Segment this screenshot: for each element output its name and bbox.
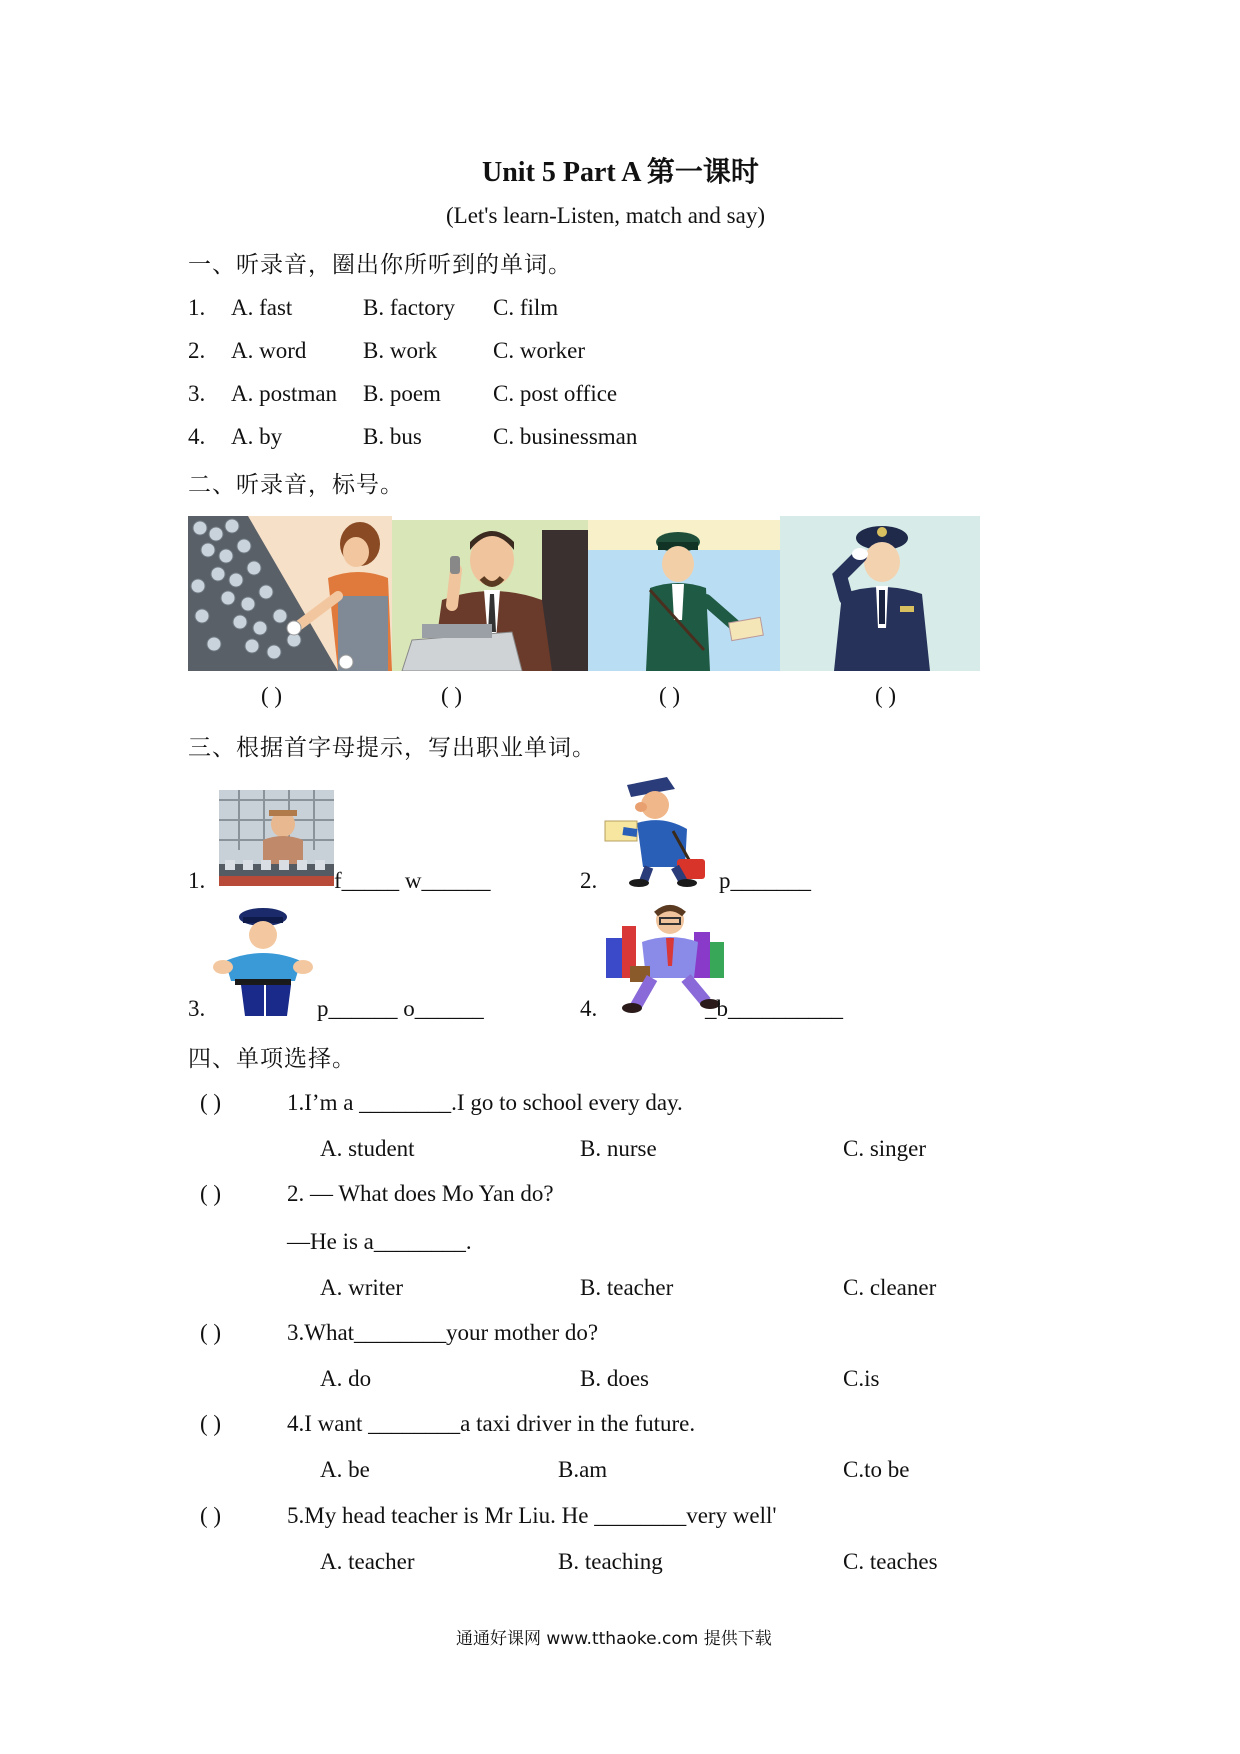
businessman-picture bbox=[392, 520, 588, 671]
s3-item1-num: 1. bbox=[188, 868, 206, 893]
s3-item1-hint[interactable]: f_____ w______ bbox=[334, 868, 491, 893]
s1-row2-a: A. word bbox=[231, 338, 307, 363]
s1-row1-b: B. factory bbox=[363, 295, 455, 320]
s1-row4-c: C. businessman bbox=[493, 424, 638, 449]
s1-row2-num: 2. bbox=[188, 338, 206, 363]
q5-option-b: B. teaching bbox=[558, 1549, 663, 1574]
postman-small-picture bbox=[597, 771, 717, 887]
s1-row4-b: B. bus bbox=[363, 424, 422, 449]
section4-heading: 四、单项选择。 bbox=[188, 1046, 356, 1072]
s1-row1-a: A. fast bbox=[231, 295, 293, 320]
q4-option-b: B.am bbox=[558, 1457, 608, 1482]
q5-text: 5.My head teacher is Mr Liu. He ________very well' bbox=[287, 1503, 777, 1528]
q3-text: 3.What________your mother do? bbox=[287, 1320, 599, 1345]
q2-text: 2. — What does Mo Yan do? bbox=[287, 1181, 554, 1206]
s2-bracket-2[interactable]: ( ) bbox=[441, 683, 463, 708]
s3-item2-hint[interactable]: p_______ bbox=[719, 868, 811, 893]
section1-heading: 一、听录音，圈出你所听到的单词。 bbox=[188, 252, 572, 278]
page-title: Unit 5 Part A 第一课时 bbox=[482, 157, 759, 188]
s1-row2-b: B. work bbox=[363, 338, 438, 363]
q3-option-b: B. does bbox=[580, 1366, 649, 1391]
section3-heading: 三、根据首字母提示，写出职业单词。 bbox=[188, 735, 596, 761]
s1-row3-c: C. post office bbox=[493, 381, 618, 406]
s1-row1-num: 1. bbox=[188, 295, 206, 320]
s1-row1-c: C. film bbox=[493, 295, 559, 320]
s1-row3-a: A. postman bbox=[231, 381, 338, 406]
q3-option-a: A. do bbox=[320, 1366, 372, 1391]
factory-worker-picture bbox=[188, 516, 392, 671]
postman-picture bbox=[588, 520, 780, 671]
q1-answer-paren[interactable]: ( ) bbox=[200, 1090, 222, 1115]
s2-bracket-3[interactable]: ( ) bbox=[659, 683, 681, 708]
q2-answer-paren[interactable]: ( ) bbox=[200, 1181, 222, 1206]
footer-text: 通通好课网 www.tthaoke.com 提供下载 bbox=[456, 1629, 772, 1649]
s3-item3-hint[interactable]: p______ o______ bbox=[317, 996, 484, 1021]
s1-row4-num: 4. bbox=[188, 424, 206, 449]
s1-row3-num: 3. bbox=[188, 381, 206, 406]
q4-option-a: A. be bbox=[320, 1457, 370, 1482]
q5-option-a: A. teacher bbox=[320, 1549, 415, 1574]
page-subtitle: (Let's learn-Listen, match and say) bbox=[446, 203, 765, 228]
q3-answer-paren[interactable]: ( ) bbox=[200, 1320, 222, 1345]
s2-bracket-1[interactable]: ( ) bbox=[261, 683, 283, 708]
factory-worker-small-picture bbox=[219, 790, 334, 886]
q4-option-c: C.to be bbox=[843, 1457, 910, 1482]
police-officer-picture bbox=[780, 516, 980, 671]
q1-text: 1.I’m a ________.I go to school every day. bbox=[287, 1090, 683, 1115]
police-officer-small-picture bbox=[205, 905, 319, 1016]
s3-item4-hint[interactable]: _b__________ bbox=[705, 996, 843, 1021]
q2-text-line2: —He is a________. bbox=[287, 1229, 472, 1254]
s1-row2-c: C. worker bbox=[493, 338, 585, 363]
q2-option-c: C. cleaner bbox=[843, 1275, 937, 1300]
section2-heading: 二、听录音，标号。 bbox=[188, 472, 404, 498]
q5-answer-paren[interactable]: ( ) bbox=[200, 1503, 222, 1528]
q3-option-c: C.is bbox=[843, 1366, 880, 1391]
q4-answer-paren[interactable]: ( ) bbox=[200, 1411, 222, 1436]
s3-item4-num: 4. bbox=[580, 996, 598, 1021]
q1-option-b: B. nurse bbox=[580, 1136, 657, 1161]
q2-option-b: B. teacher bbox=[580, 1275, 674, 1300]
s2-bracket-4[interactable]: ( ) bbox=[875, 683, 897, 708]
s3-item2-num: 2. bbox=[580, 868, 598, 893]
q1-option-c: C. singer bbox=[843, 1136, 927, 1161]
q1-option-a: A. student bbox=[320, 1136, 415, 1161]
q4-text: 4.I want ________a taxi driver in the future. bbox=[287, 1411, 696, 1436]
q2-option-a: A. writer bbox=[320, 1275, 404, 1300]
s3-item3-num: 3. bbox=[188, 996, 206, 1021]
s1-row3-b: B. poem bbox=[363, 381, 441, 406]
s1-row4-a: A. by bbox=[231, 424, 283, 449]
q5-option-c: C. teaches bbox=[843, 1549, 938, 1574]
